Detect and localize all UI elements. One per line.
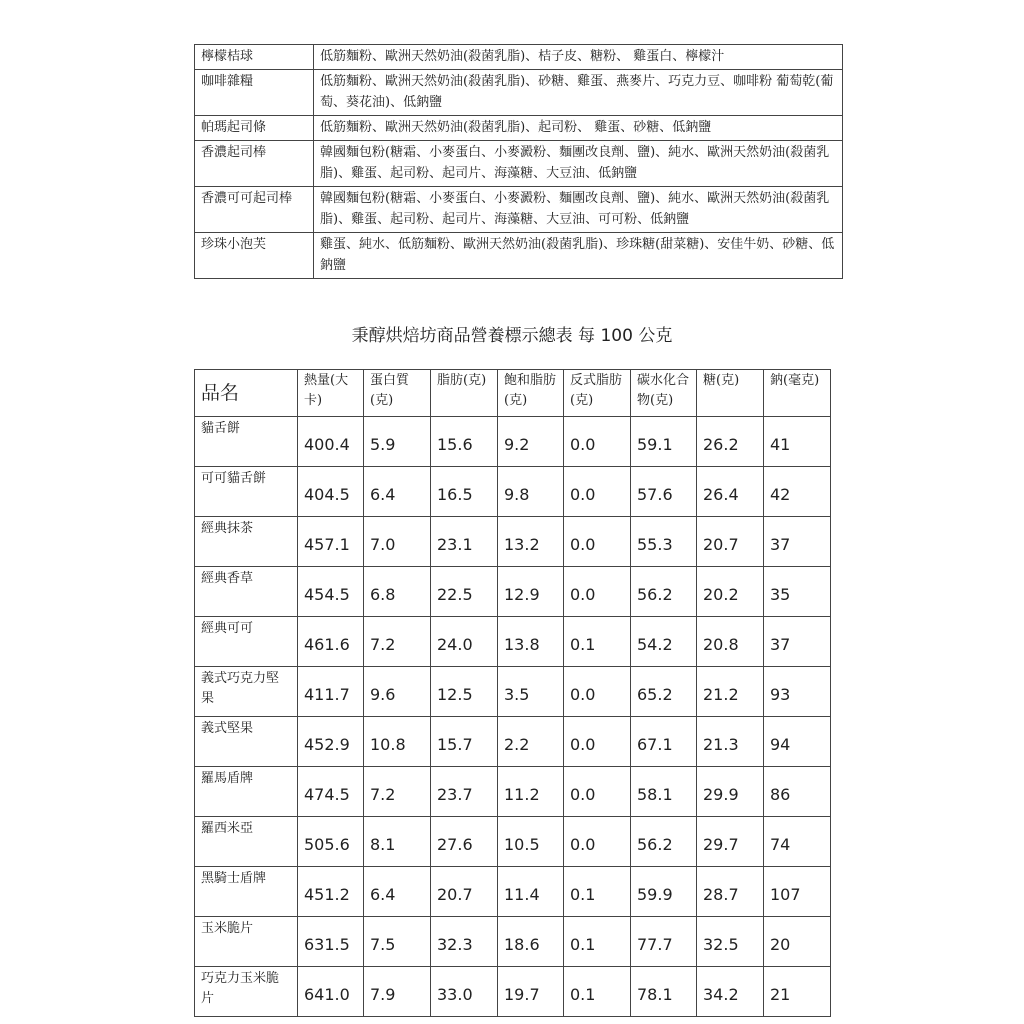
nutrition-row — [195, 667, 831, 717]
product-name-cell: 經典抹茶 — [195, 517, 298, 567]
nutrient-value-cell: 0.1 — [564, 967, 631, 1017]
nutrition-row — [195, 867, 831, 917]
nutrient-value-cell: 0.0 — [564, 767, 631, 817]
nutrition-row — [195, 767, 831, 817]
nutrition-table-title: 秉醇烘焙坊商品營養標示總表 每 100 公克 — [351, 326, 673, 346]
nutrient-value-cell: 451.2 — [298, 867, 364, 917]
nutrient-value-cell: 20 — [764, 917, 831, 967]
nutrient-value-cell: 23.7 — [431, 767, 498, 817]
nutrient-value-cell: 12.5 — [431, 667, 498, 717]
product-name-cell: 羅西米亞 — [195, 817, 298, 867]
nutrient-value-cell: 454.5 — [298, 567, 364, 617]
nutrient-value-cell: 93 — [764, 667, 831, 717]
nutrient-value-cell: 42 — [764, 467, 831, 517]
nutrient-value-cell: 10.8 — [364, 717, 431, 767]
ingredients-cell: 低筋麵粉、歐洲天然奶油(殺菌乳脂)、砂糖、雞蛋、燕麥片、巧克力豆、咖啡粉 葡萄乾(葡萄、葵花油)、低鈉鹽 — [314, 70, 843, 116]
nutrition-row — [195, 417, 831, 467]
ingredients-cell: 低筋麵粉、歐洲天然奶油(殺菌乳脂)、桔子皮、糖粉、 雞蛋白、檸檬汁 — [314, 45, 843, 70]
nutrient-value-cell: 641.0 — [298, 967, 364, 1017]
nutrient-value-cell: 13.8 — [498, 617, 564, 667]
nutrient-value-cell: 59.1 — [631, 417, 697, 467]
nutrient-value-cell: 474.5 — [298, 767, 364, 817]
nutrition-header-row — [195, 370, 831, 417]
nutrient-value-cell: 20.8 — [697, 617, 764, 667]
nutrient-value-cell: 461.6 — [298, 617, 364, 667]
nutrient-value-cell: 37 — [764, 517, 831, 567]
ingredients-table — [194, 44, 843, 279]
nutrient-value-cell: 78.1 — [631, 967, 697, 1017]
product-name-cell: 巧克力玉米脆片 — [195, 967, 298, 1017]
nutrition-table-body — [195, 417, 831, 1017]
ingredient-row — [195, 141, 843, 187]
column-header: 碳水化合物(克) — [631, 370, 697, 417]
ingredients-cell: 韓國麵包粉(糖霜、小麥蛋白、小麥澱粉、麵團改良劑、鹽)、純水、歐洲天然奶油(殺菌乳脂)、雞蛋、起司粉、起司片、海藻糖、大豆油、低鈉鹽 — [314, 141, 843, 187]
ingredient-row — [195, 187, 843, 233]
column-header: 蛋白質(克) — [364, 370, 431, 417]
nutrient-value-cell: 3.5 — [498, 667, 564, 717]
nutrient-value-cell: 505.6 — [298, 817, 364, 867]
product-name-cell: 香濃起司棒 — [195, 141, 314, 187]
nutrient-value-cell: 0.0 — [564, 517, 631, 567]
nutrient-value-cell: 0.0 — [564, 717, 631, 767]
ingredients-cell: 韓國麵包粉(糖霜、小麥蛋白、小麥澱粉、麵團改良劑、鹽)、純水、歐洲天然奶油(殺菌乳脂)、雞蛋、起司粉、起司片、海藻糖、大豆油、可可粉、低鈉鹽 — [314, 187, 843, 233]
nutrient-value-cell: 15.6 — [431, 417, 498, 467]
ingredient-row — [195, 70, 843, 116]
nutrient-value-cell: 0.0 — [564, 567, 631, 617]
nutrient-value-cell: 15.7 — [431, 717, 498, 767]
column-header: 鈉(毫克) — [764, 370, 831, 417]
nutrition-row — [195, 517, 831, 567]
nutrient-value-cell: 9.2 — [498, 417, 564, 467]
nutrient-value-cell: 26.2 — [697, 417, 764, 467]
nutrient-value-cell: 0.0 — [564, 467, 631, 517]
nutrient-value-cell: 24.0 — [431, 617, 498, 667]
nutrient-value-cell: 8.1 — [364, 817, 431, 867]
product-name-cell: 貓舌餅 — [195, 417, 298, 467]
nutrition-row — [195, 617, 831, 667]
nutrient-value-cell: 35 — [764, 567, 831, 617]
nutrient-value-cell: 22.5 — [431, 567, 498, 617]
nutrient-value-cell: 77.7 — [631, 917, 697, 967]
product-name-cell: 義式堅果 — [195, 717, 298, 767]
nutrient-value-cell: 29.9 — [697, 767, 764, 817]
nutrient-value-cell: 26.4 — [697, 467, 764, 517]
nutrient-value-cell: 7.0 — [364, 517, 431, 567]
product-name-cell: 義式巧克力堅果 — [195, 667, 298, 717]
nutrient-value-cell: 19.7 — [498, 967, 564, 1017]
product-name-cell: 帕瑪起司條 — [195, 116, 314, 141]
nutrient-value-cell: 56.2 — [631, 817, 697, 867]
nutrient-value-cell: 20.7 — [431, 867, 498, 917]
column-header: 品名 — [195, 370, 298, 417]
nutrient-value-cell: 58.1 — [631, 767, 697, 817]
column-header: 反式脂肪(克) — [564, 370, 631, 417]
nutrient-value-cell: 7.2 — [364, 767, 431, 817]
nutrient-value-cell: 21 — [764, 967, 831, 1017]
nutrient-value-cell: 400.4 — [298, 417, 364, 467]
nutrient-value-cell: 41 — [764, 417, 831, 467]
nutrient-value-cell: 33.0 — [431, 967, 498, 1017]
nutrient-value-cell: 29.7 — [697, 817, 764, 867]
product-name-cell: 香濃可可起司棒 — [195, 187, 314, 233]
nutrient-value-cell: 74 — [764, 817, 831, 867]
ingredient-row — [195, 116, 843, 141]
nutrient-value-cell: 11.2 — [498, 767, 564, 817]
nutrient-value-cell: 411.7 — [298, 667, 364, 717]
nutrient-value-cell: 457.1 — [298, 517, 364, 567]
nutrient-value-cell: 18.6 — [498, 917, 564, 967]
nutrient-value-cell: 94 — [764, 717, 831, 767]
nutrient-value-cell: 32.3 — [431, 917, 498, 967]
nutrient-value-cell: 28.7 — [697, 867, 764, 917]
nutrient-value-cell: 0.1 — [564, 617, 631, 667]
nutrition-row — [195, 967, 831, 1017]
product-name-cell: 檸檬桔球 — [195, 45, 314, 70]
nutrition-table — [194, 369, 831, 1017]
nutrient-value-cell: 6.4 — [364, 467, 431, 517]
nutrient-value-cell: 0.1 — [564, 917, 631, 967]
nutrient-value-cell: 67.1 — [631, 717, 697, 767]
nutrient-value-cell: 37 — [764, 617, 831, 667]
product-name-cell: 黑騎士盾牌 — [195, 867, 298, 917]
nutrient-value-cell: 631.5 — [298, 917, 364, 967]
product-name-cell: 可可貓舌餅 — [195, 467, 298, 517]
column-header: 熱量(大卡) — [298, 370, 364, 417]
nutrient-value-cell: 0.0 — [564, 417, 631, 467]
nutrient-value-cell: 13.2 — [498, 517, 564, 567]
product-name-cell: 珍珠小泡芙 — [195, 233, 314, 279]
nutrient-value-cell: 23.1 — [431, 517, 498, 567]
nutrient-value-cell: 7.5 — [364, 917, 431, 967]
nutrient-value-cell: 65.2 — [631, 667, 697, 717]
column-header: 糖(克) — [697, 370, 764, 417]
nutrient-value-cell: 55.3 — [631, 517, 697, 567]
product-name-cell: 玉米脆片 — [195, 917, 298, 967]
nutrient-value-cell: 21.3 — [697, 717, 764, 767]
nutrition-row — [195, 917, 831, 967]
nutrient-value-cell: 452.9 — [298, 717, 364, 767]
nutrient-value-cell: 59.9 — [631, 867, 697, 917]
ingredients-cell: 低筋麵粉、歐洲天然奶油(殺菌乳脂)、起司粉、 雞蛋、砂糖、低鈉鹽 — [314, 116, 843, 141]
nutrition-row — [195, 567, 831, 617]
nutrient-value-cell: 11.4 — [498, 867, 564, 917]
nutrient-value-cell: 34.2 — [697, 967, 764, 1017]
column-header: 脂肪(克) — [431, 370, 498, 417]
nutrient-value-cell: 20.2 — [697, 567, 764, 617]
nutrient-value-cell: 107 — [764, 867, 831, 917]
nutrition-row — [195, 467, 831, 517]
nutrient-value-cell: 9.6 — [364, 667, 431, 717]
nutrient-value-cell: 7.9 — [364, 967, 431, 1017]
nutrient-value-cell: 57.6 — [631, 467, 697, 517]
ingredient-row — [195, 233, 843, 279]
nutrient-value-cell: 56.2 — [631, 567, 697, 617]
nutrient-value-cell: 404.5 — [298, 467, 364, 517]
nutrient-value-cell: 20.7 — [697, 517, 764, 567]
nutrient-value-cell: 6.4 — [364, 867, 431, 917]
nutrition-row — [195, 717, 831, 767]
column-header: 飽和脂肪(克) — [498, 370, 564, 417]
nutrient-value-cell: 10.5 — [498, 817, 564, 867]
nutrient-value-cell: 21.2 — [697, 667, 764, 717]
ingredient-row — [195, 45, 843, 70]
nutrient-value-cell: 12.9 — [498, 567, 564, 617]
ingredients-cell: 雞蛋、純水、低筋麵粉、歐洲天然奶油(殺菌乳脂)、珍珠糖(甜菜糖)、安佳牛奶、砂糖、低鈉鹽 — [314, 233, 843, 279]
product-name-cell: 咖啡雜糧 — [195, 70, 314, 116]
nutrient-value-cell: 9.8 — [498, 467, 564, 517]
product-name-cell: 經典可可 — [195, 617, 298, 667]
nutrient-value-cell: 54.2 — [631, 617, 697, 667]
product-name-cell: 羅馬盾牌 — [195, 767, 298, 817]
nutrient-value-cell: 0.0 — [564, 667, 631, 717]
nutrient-value-cell: 27.6 — [431, 817, 498, 867]
product-name-cell: 經典香草 — [195, 567, 298, 617]
nutrient-value-cell: 0.1 — [564, 867, 631, 917]
nutrient-value-cell: 5.9 — [364, 417, 431, 467]
ingredients-table-body — [195, 45, 843, 279]
nutrient-value-cell: 2.2 — [498, 717, 564, 767]
nutrient-value-cell: 6.8 — [364, 567, 431, 617]
nutrient-value-cell: 7.2 — [364, 617, 431, 667]
nutrient-value-cell: 16.5 — [431, 467, 498, 517]
nutrition-row — [195, 817, 831, 867]
nutrient-value-cell: 0.0 — [564, 817, 631, 867]
nutrient-value-cell: 32.5 — [697, 917, 764, 967]
nutrient-value-cell: 86 — [764, 767, 831, 817]
